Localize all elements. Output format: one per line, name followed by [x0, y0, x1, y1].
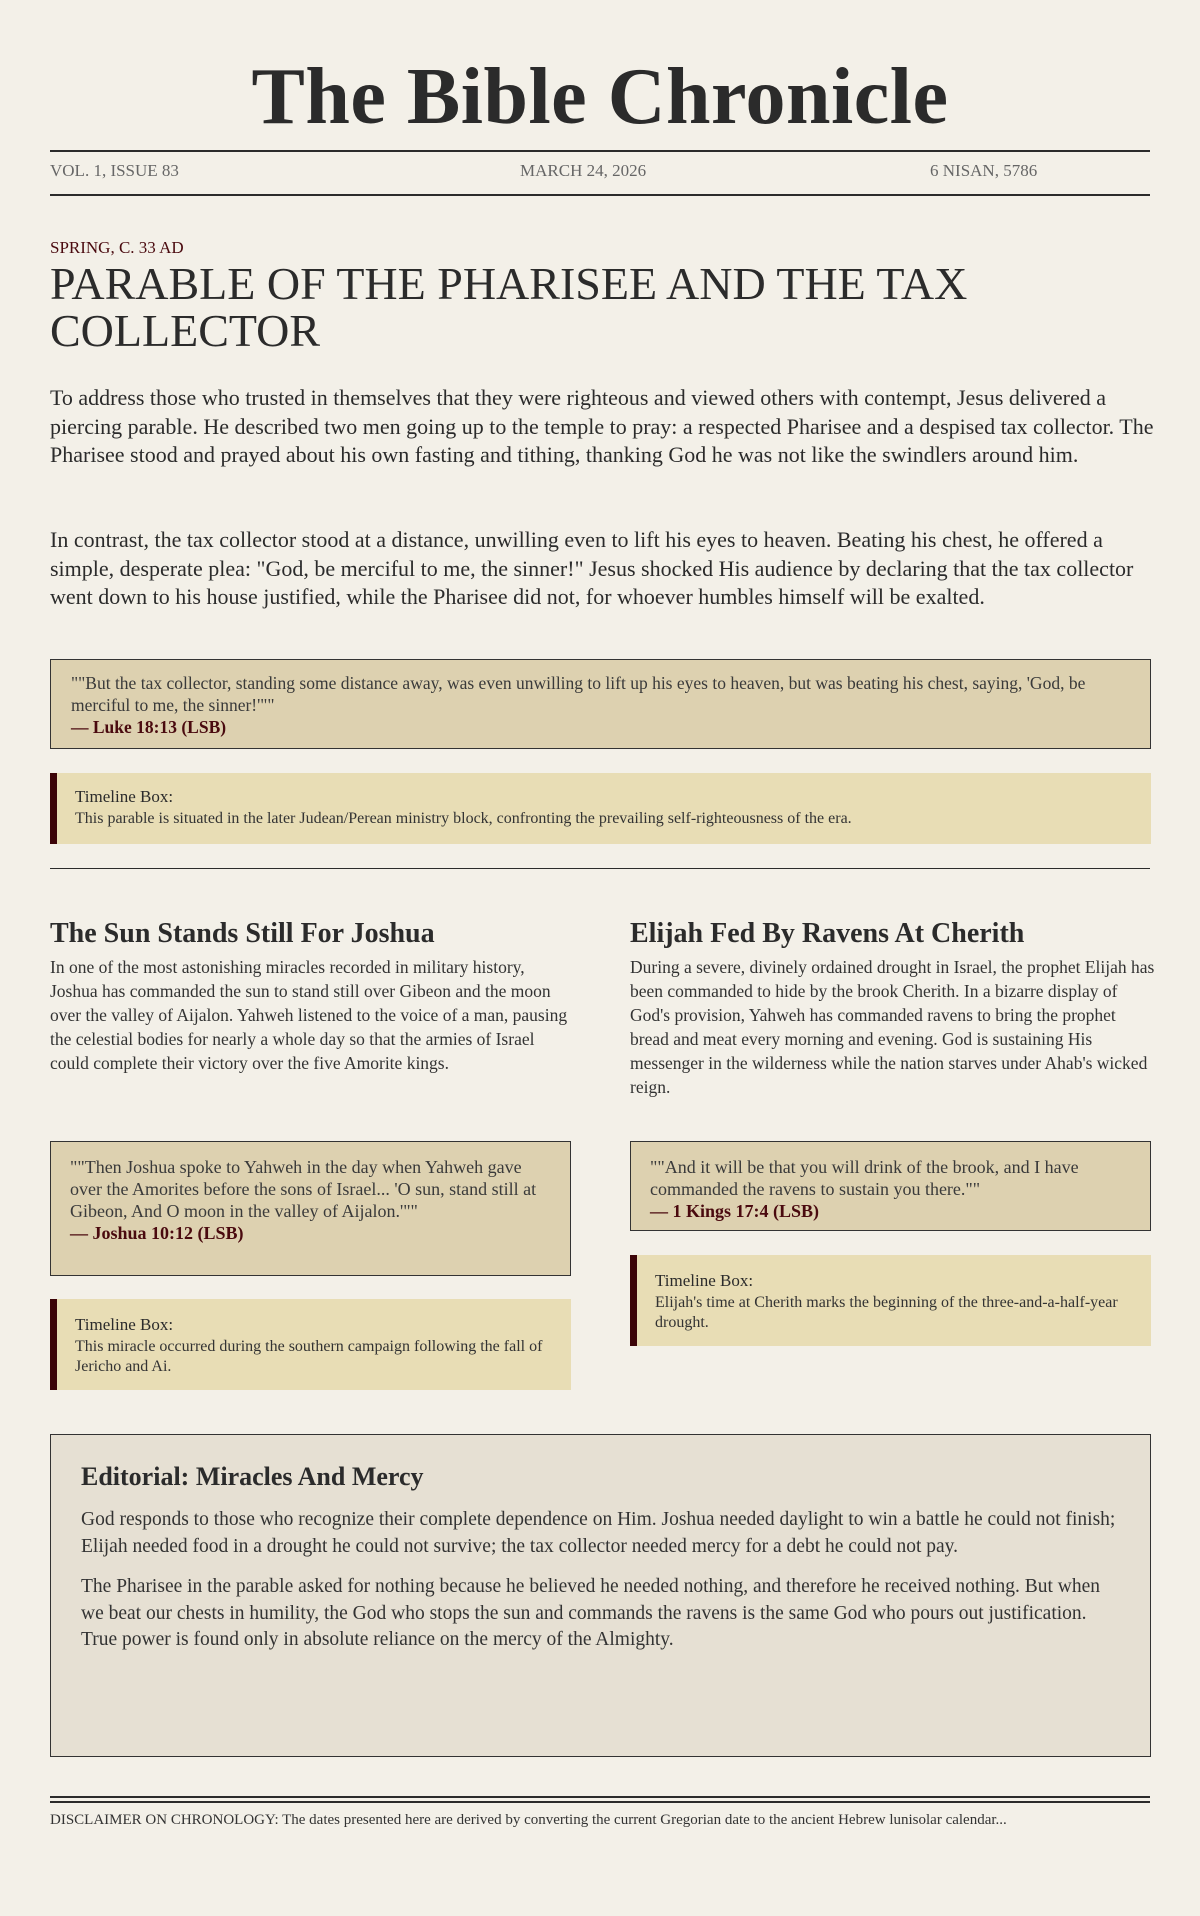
column-1-body: In one of the most astonishing miracles recorded in military history, Joshua has commanded the sun to stand still over Gibeon and the moon over the valley of Aijalon. Yahweh listened to the voice of a man, pausing the celestial bodies for nearly a whole day so that the armies of Israel could complete their victory over the five Amorite kings.: [50, 957, 568, 1073]
section-divider: [50, 868, 1150, 869]
masthead-top-rule: [50, 150, 1150, 152]
column-1-timeline-box: [50, 1299, 571, 1390]
column-2-timeline-box: [630, 1255, 1151, 1346]
footer-rule-top: [50, 1796, 1150, 1798]
lead-headline: PARABLE OF THE PHARISEE AND THE TAX COLLECTOR: [50, 258, 968, 356]
column-1-quote-text: ""Then Joshua spoke to Yahweh in the day when Yahweh gave over the Amorites before the sons of Israel... 'O sun, stand still at Gibeon, And O moon in the valley of Aijalon.'"": [70, 1157, 537, 1221]
footer-rule-bottom: [50, 1801, 1150, 1803]
lead-timeline-box: [50, 773, 1151, 844]
column-2-quote-citation: — 1 Kings 17:4 (LSB): [650, 1201, 820, 1221]
column-2-body: During a severe, divinely ordained drought in Israel, the prophet Elijah has been commanded to hide by the brook Cherith. In a bizarre display of God's provision, Yahweh has commanded ravens to bring the prophet bread and meat every morning and evening. God is sustaining His messenger in the wilderness while the nation starves under Ahab's wicked reign.: [630, 957, 1155, 1097]
lead-quote-text: ""But the tax collector, standing some distance away, was even unwilling to lift up his eyes to heaven, but was beating his chest, saying, 'God, be merciful to me, the sinner!'"": [71, 673, 1086, 715]
lead-timeline-label: Timeline Box:: [75, 787, 174, 806]
column-2-timeline-label: Timeline Box:: [655, 1271, 754, 1290]
column-1-timeline-text: This miracle occurred during the southern campaign following the fall of Jericho and Ai.: [75, 1338, 543, 1375]
chronology-disclaimer: DISCLAIMER ON CHRONOLOGY: The dates presented here are derived by converting the current Gregorian date to the ancient Hebrew lunisolar calendar...: [50, 1812, 1007, 1828]
gregorian-date: MARCH 24, 2026: [520, 161, 647, 180]
lead-paragraph-2: In contrast, the tax collector stood at a distance, unwilling even to lift his eyes to heaven. Beating his chest, he offered a simple, desperate plea: "God, be merciful to me, the sinner!" Jesus shocked His audience by declaring that the tax collector went down to his house justified, while the Pharisee did not, for whoever humbles himself will be exalted.: [50, 527, 1134, 609]
editorial-paragraph-1: God responds to those who recognize their complete dependence on Him. Joshua needed daylight to win a battle he could not finish; Elijah needed food in a drought he could not survive; the tax collector needed mercy for a debt he could not pay.: [81, 1509, 1116, 1557]
masthead-meta: [50, 161, 1150, 183]
editorial-box: [50, 1434, 1151, 1757]
masthead-title: The Bible Chronicle: [251, 53, 949, 141]
column-2-timeline-text: Elijah's time at Cherith marks the beginning of the three-and-a-half-year drought.: [655, 1294, 1118, 1331]
editorial-paragraph-2: The Pharisee in the parable asked for nothing because he believed he needed nothing, and therefore he received nothing. But when we beat our chests in humility, the God who stops the sun and commands the ravens is the same God who pours out justification. True power is found only in absolute reliance on the mercy of the Almighty.: [81, 1576, 1101, 1650]
column-1-title: The Sun Stands Still For Joshua: [50, 918, 435, 949]
lead-kicker: SPRING, C. 33 AD: [50, 238, 184, 257]
hebrew-date: 6 NISAN, 5786: [930, 161, 1038, 180]
column-2-quote-text: ""And it will be that you will drink of the brook, and I have commanded the ravens to sustain you there."": [650, 1157, 1079, 1199]
column-1-quote-box: [50, 1141, 571, 1276]
lead-quote-box: [50, 659, 1151, 749]
masthead-bottom-rule: [50, 194, 1150, 196]
column-1-quote-citation: — Joshua 10:12 (LSB): [70, 1223, 244, 1243]
lead-paragraph-1: To address those who trusted in themselves that they were righteous and viewed others with contempt, Jesus delivered a piercing parable. He described two men going up to the temple to pray: a respected Pharisee and a despised tax collector. The Pharisee stood and prayed about his own fasting and tithing, thanking God he was not like the swindlers around him.: [50, 385, 1154, 467]
lead-timeline-text: This parable is situated in the later Judean/Perean ministry block, confronting the prevailing self-righteousness of the era.: [75, 810, 852, 827]
column-2-title: Elijah Fed By Ravens At Cherith: [630, 918, 1025, 949]
volume-issue: VOL. 1, ISSUE 83: [50, 161, 179, 180]
column-1-timeline-label: Timeline Box:: [75, 1315, 174, 1334]
column-2-quote-box: [630, 1141, 1151, 1231]
lead-quote-citation: — Luke 18:13 (LSB): [71, 717, 227, 737]
editorial-title: Editorial: Miracles And Mercy: [81, 1462, 424, 1491]
